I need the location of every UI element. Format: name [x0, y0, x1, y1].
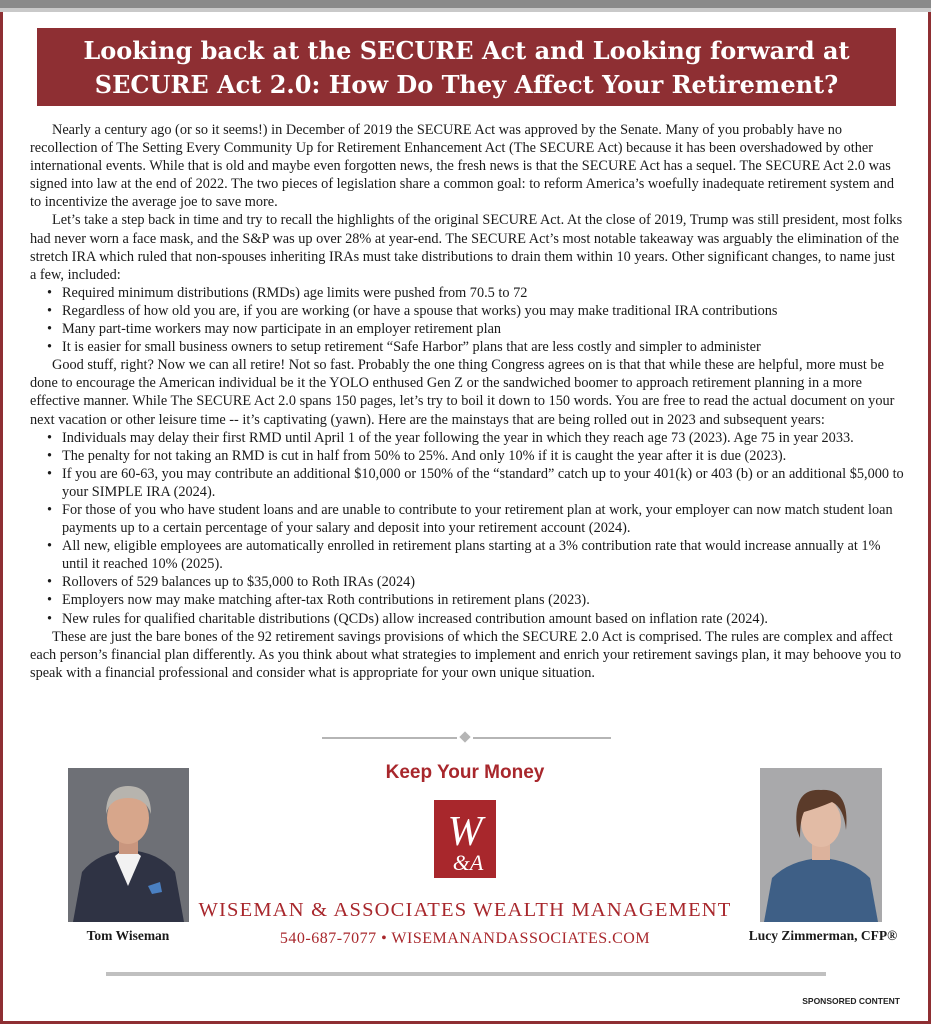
contact-line[interactable]: 540-687-7077 • WISEMANANDASSOCIATES.COM — [279, 930, 651, 947]
list-item: • It is easier for small business owners to setup retirement “Safe Harbor” plans that are less costly and simpler to administer — [30, 338, 904, 356]
list-item: • Many part-time workers may now participate in an employer retirement plan — [30, 320, 904, 338]
divider-right — [473, 737, 611, 739]
lucy-zimmerman-photo — [760, 768, 882, 922]
sponsored-label: SPONSORED CONTENT — [802, 996, 900, 1006]
divider-left — [322, 737, 457, 739]
middle-paragraph: Good stuff, right? Now we can all retire! Not so fast. Probably the one thing Congress agrees on is that that while these are helpful, more must be done to encourage the American individual be it the YOLO enthused Gen Z or the sandwiched boomer to approach retirement planning in a more effective manner. While The SECURE Act 2.0 spans 150 pages, let’s try to boil it down to 150 words. You are free to read the actual document on your next vacation or other leisure time -- it’s captivating (yawn). Here are the mainstays that are being rolled out in 2023 and subsequent years: — [30, 357, 895, 428]
list-item: • Employers now may make matching after-tax Roth contributions in retirement plans (2023). — [30, 591, 904, 609]
lucy-zimmerman-caption: Lucy Zimmerman, CFP® — [748, 928, 898, 943]
intro-paragraph: Nearly a century ago (or so it seems!) in December of 2019 the SECURE Act was approved by the Senate. Many of you probably have no recollection of The Setting Every Community Up for Retirement Enhancement Act (The SECURE Act) because it has been overshadowed by other international events. While that is old and maybe even forgotten news, the fresh news is that the SECURE Act has a sequel. The SECURE Act 2.0 was signed into law at the end of 2022. The two pieces of legislation share a common goal: to reform America’s woefully inadequate retirement system and to incentivize the average joe to save more. — [30, 122, 895, 211]
firm-name: WISEMAN & ASSOCIATES WEALTH MANAGEMENT — [198, 899, 732, 921]
slogan: Keep Your Money — [385, 762, 545, 783]
wa-logo-mark — [434, 800, 496, 878]
secure-changes-list — [30, 284, 904, 356]
list-item: • Individuals may delay their first RMD until April 1 of the year following the year in which they reach age 73 (2023). Age 75 in year 2033. — [30, 429, 904, 447]
list-item: • New rules for qualified charitable distributions (QCDs) allow increased contribution amount based on inflation rate (2024). — [30, 610, 904, 628]
intro-paragraph: Let’s take a step back in time and try to recall the highlights of the original SECURE Act. At the close of 2019, Trump was still president, most folks had never worn a face mask, and the S&P was up over 28% at year-end. The SECURE Act’s most notable takeaway was arguably the elimination of the stretch IRA which ruled that non-spouses inheriting IRAs must take distributions to drain them within 10 years. Other significant changes, to name just a few, included: — [30, 212, 903, 283]
secure2-provisions-list — [30, 429, 904, 628]
title-line-1: Looking back at the SECURE Act and Looking forward at — [83, 36, 850, 65]
svg-text:&A: &A — [452, 850, 484, 875]
list-item: • Rollovers of 529 balances up to $35,000 to Roth IRAs (2024) — [30, 573, 904, 591]
title-banner — [37, 28, 896, 106]
list-item: • For those of you who have student loans and are unable to contribute to your retirement plan at work, your employer can now match student loan payments up to a certain percentage of your salary and deposit into your retirement account (2024). — [30, 501, 904, 537]
article-body — [30, 121, 904, 682]
tom-wiseman-photo — [68, 768, 189, 922]
title-line-2: SECURE Act 2.0: How Do They Affect Your Retirement? — [94, 70, 839, 99]
list-item: • All new, eligible employees are automatically enrolled in retirement plans starting at a 3% contribution rate that would increase annually at 1% until it reached 10% (2025). — [30, 537, 904, 573]
bottom-rule — [106, 972, 826, 976]
closing-paragraph: These are just the bare bones of the 92 retirement savings provisions of which the SECURE 2.0 Act is comprised. The rules are complex and affect each person’s financial plan differently. As you think about what strategies to implement and enrich your retirement savings plan, it may behoove you to speak with a financial professional and consider what is appropriate for your own unique situation. — [30, 628, 902, 681]
list-item: • If you are 60-63, you may contribute an additional $10,000 or 150% of the “standard” catch up to your 401(k) or 403 (b) or an additional $5,000 to your SIMPLE IRA (2024). — [30, 465, 904, 501]
wa-logo — [434, 800, 496, 878]
top-border — [0, 0, 931, 8]
list-item: • Required minimum distributions (RMDs) age limits were pushed from 70.5 to 72 — [30, 284, 904, 302]
list-item: • Regardless of how old you are, if you are working (or have a spouse that works) you may make traditional IRA contributions — [30, 302, 904, 320]
svg-text:W: W — [447, 809, 483, 855]
list-item: • The penalty for not taking an RMD is cut in half from 50% to 25%. And only 10% if it is caught the year after it is due (2023). — [30, 447, 904, 465]
tom-wiseman-caption: Tom Wiseman — [86, 928, 170, 943]
